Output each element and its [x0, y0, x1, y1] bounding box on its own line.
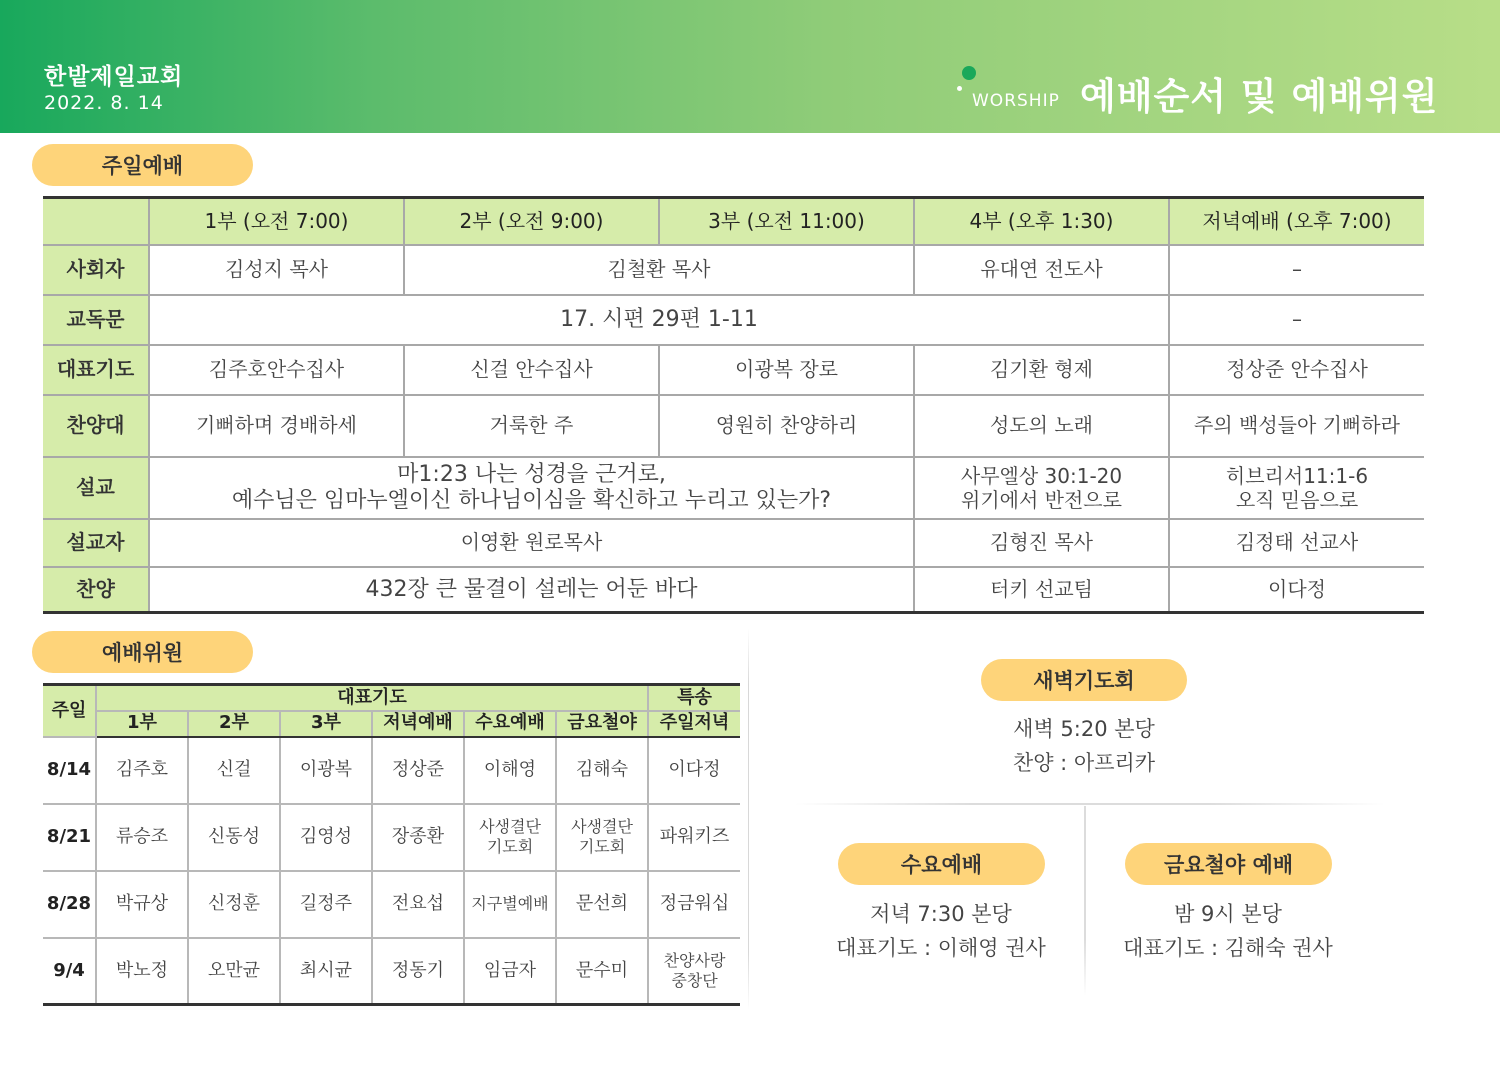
friday-line1: 밤 9시 본당: [1174, 902, 1282, 926]
worship-tag: WORSHIP: [972, 91, 1060, 111]
sermon-4-line1: 사무엘상 30:1-20: [960, 463, 1123, 488]
friday-info: [1083, 897, 1373, 965]
page-header: [0, 0, 1500, 133]
host-evening: –: [1169, 245, 1424, 295]
cell: 박규상: [96, 871, 188, 938]
cell: 정금워십: [648, 871, 740, 938]
cell: 이광복: [280, 737, 372, 804]
sermon-services-1-3: [149, 457, 914, 519]
cell: 임금자: [464, 938, 556, 1005]
friday-line2: 대표기도 : 김해숙 권사: [1123, 936, 1333, 960]
wednesday-line2: 대표기도 : 이해영 권사: [836, 936, 1046, 960]
sub-header-wednesday: 수요예배: [464, 711, 556, 737]
choir-service-1: 기뻐하며 경배하세: [149, 395, 404, 457]
table-row: [43, 737, 740, 804]
table-header-row: [43, 198, 1424, 245]
evening-service-header: 저녁예배 (오후 7:00): [1169, 198, 1424, 245]
cell: 파워키즈: [648, 804, 740, 871]
sunday-service-table: [43, 196, 1424, 614]
cell: 이해영: [464, 737, 556, 804]
row-label-hymn: 찬양: [43, 567, 149, 613]
sermon-evening-line1: 히브리서11:1-6: [1225, 463, 1369, 488]
choir-service-4: 성도의 노래: [914, 395, 1169, 457]
preacher-evening: 김정태 선교사: [1169, 519, 1424, 567]
dawn-prayer-title: 새벽기도회: [981, 659, 1187, 701]
committee-header-row: [43, 685, 740, 711]
friday-title: 금요철야 예배: [1125, 843, 1332, 885]
cell: 김주호: [96, 737, 188, 804]
col-sunday-header: 주일: [43, 685, 96, 737]
choir-evening: 주의 백성들아 기뻐하라: [1169, 395, 1424, 457]
cell: 최시균: [280, 938, 372, 1005]
cell: 이다정: [648, 737, 740, 804]
host-service-2-3: 김철환 목사: [404, 245, 914, 295]
sermon-4-line2: 위기에서 반전으로: [961, 487, 1122, 512]
sub-header-2: 2부: [188, 711, 280, 737]
church-name: 한밭제일교회: [44, 64, 184, 90]
sunday-section-title: 주일예배: [32, 144, 253, 186]
service-2-header: 2부 (오전 9:00): [404, 198, 659, 245]
table-row: [43, 345, 1424, 395]
sub-header-sunday-evening: 주일저녁: [648, 711, 740, 737]
preacher-services-1-3: 이영환 원로목사: [149, 519, 914, 567]
row-date: 8/14: [43, 737, 96, 804]
sermon-service-4: [914, 457, 1169, 519]
committee-section-title: 예배위원: [32, 631, 253, 673]
row-date: 8/21: [43, 804, 96, 871]
reading-evening: –: [1169, 295, 1424, 345]
page-title: 예배순서 및 예배위원: [1080, 75, 1439, 118]
cell: 장종환: [372, 804, 464, 871]
choir-service-2: 거룩한 주: [404, 395, 659, 457]
cell: 전요섭: [372, 871, 464, 938]
row-label-prayer: 대표기도: [43, 345, 149, 395]
table-row: [43, 457, 1424, 519]
committee-subheader-row: [43, 711, 740, 737]
cell: 문수미: [556, 938, 648, 1005]
hymn-evening: 이다정: [1169, 567, 1424, 613]
cell: 김영성: [280, 804, 372, 871]
row-label-reading: 교독문: [43, 295, 149, 345]
cell: 김해숙: [556, 737, 648, 804]
small-dot-icon: [957, 86, 962, 91]
cell: 신동성: [188, 804, 280, 871]
bulletin-date: 2022. 8. 14: [44, 92, 164, 114]
service-3-header: 3부 (오전 11:00): [659, 198, 914, 245]
table-row: [43, 567, 1424, 613]
dot-icon: [962, 66, 976, 80]
cell: 류승조: [96, 804, 188, 871]
hymn-services-1-3: 432장 큰 물결이 설레는 어둔 바다: [149, 567, 914, 613]
cell: 사생결단 기도회: [464, 804, 556, 871]
cell: 정동기: [372, 938, 464, 1005]
table-row: [43, 295, 1424, 345]
sermon-text-line2: 예수님은 임마누엘이신 하나님이심을 확신하고 누리고 있는가?: [231, 487, 832, 513]
prayer-service-1: 김주호안수집사: [149, 345, 404, 395]
table-row: [43, 395, 1424, 457]
header-empty-cell: [43, 198, 149, 245]
horizontal-divider: [795, 803, 1385, 805]
row-label-choir: 찬양대: [43, 395, 149, 457]
wednesday-title: 수요예배: [838, 843, 1045, 885]
table-row: [43, 804, 740, 871]
host-service-4: 유대연 전도사: [914, 245, 1169, 295]
cell: 정상준: [372, 737, 464, 804]
sub-header-1: 1부: [96, 711, 188, 737]
row-label-sermon: 설교: [43, 457, 149, 519]
prayer-service-2: 신걸 안수집사: [404, 345, 659, 395]
sub-header-3: 3부: [280, 711, 372, 737]
dawn-line1: 새벽 5:20 본당: [1013, 717, 1155, 741]
table-row: [43, 938, 740, 1005]
committee-table: [43, 683, 740, 1006]
prayer-service-3: 이광복 장로: [659, 345, 914, 395]
cell: 길정주: [280, 871, 372, 938]
table-row: [43, 245, 1424, 295]
cell: 신걸: [188, 737, 280, 804]
table-row: [43, 519, 1424, 567]
row-label-preacher: 설교자: [43, 519, 149, 567]
host-service-1: 김성지 목사: [149, 245, 404, 295]
cell: 오만균: [188, 938, 280, 1005]
cell: 신정훈: [188, 871, 280, 938]
hymn-service-4: 터키 선교팀: [914, 567, 1169, 613]
preacher-service-4: 김형진 목사: [914, 519, 1169, 567]
sermon-evening: [1169, 457, 1424, 519]
col-prayer-header: 대표기도: [96, 685, 648, 711]
table-row: [43, 871, 740, 938]
reading-services: 17. 시편 29편 1-11: [149, 295, 1169, 345]
sermon-text-line1: 마1:23 나는 성경을 근거로,: [397, 462, 666, 488]
dawn-line2: 찬양 : 아프리카: [1012, 751, 1156, 775]
row-date: 8/28: [43, 871, 96, 938]
wednesday-info: [796, 897, 1086, 965]
choir-service-3: 영원히 찬양하리: [659, 395, 914, 457]
vertical-divider: [748, 628, 749, 1010]
sub-header-evening: 저녁예배: [372, 711, 464, 737]
wednesday-line1: 저녁 7:30 본당: [870, 902, 1012, 926]
col-special-header: 특송: [648, 685, 740, 711]
cell: 사생결단 기도회: [556, 804, 648, 871]
row-date: 9/4: [43, 938, 96, 1005]
cell: 지구별예배: [464, 871, 556, 938]
prayer-evening: 정상준 안수집사: [1169, 345, 1424, 395]
cell: 문선희: [556, 871, 648, 938]
cell: 찬양사랑 중창단: [648, 938, 740, 1005]
dawn-prayer-info: [934, 712, 1234, 780]
service-1-header: 1부 (오전 7:00): [149, 198, 404, 245]
service-4-header: 4부 (오후 1:30): [914, 198, 1169, 245]
row-label-host: 사회자: [43, 245, 149, 295]
sermon-evening-line2: 오직 믿음으로: [1235, 487, 1359, 512]
sub-header-friday: 금요철야: [556, 711, 648, 737]
cell: 박노정: [96, 938, 188, 1005]
prayer-service-4: 김기환 형제: [914, 345, 1169, 395]
